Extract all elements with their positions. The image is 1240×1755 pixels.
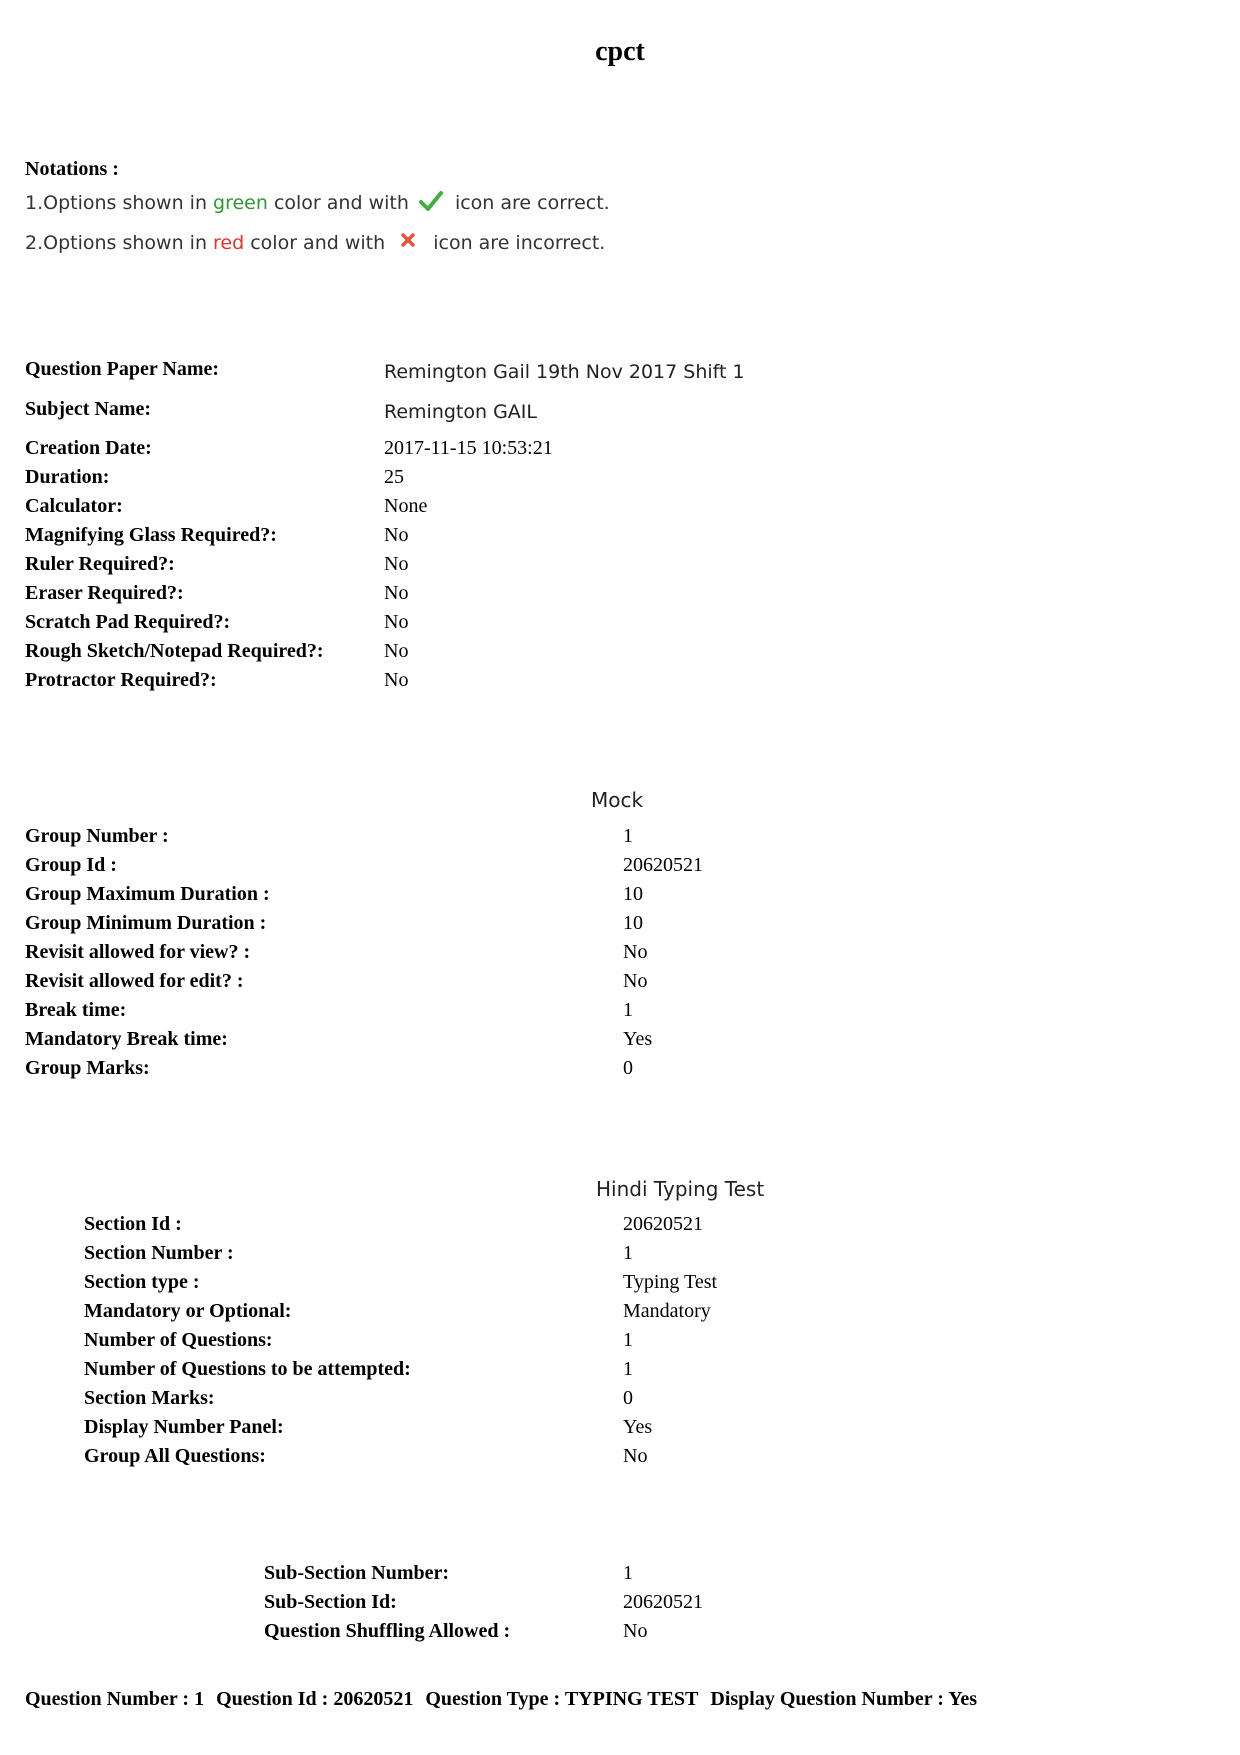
- group-value: No: [623, 970, 648, 992]
- subsection-label: Sub-Section Number:: [264, 1562, 450, 1584]
- group-label: Revisit allowed for view? :: [25, 941, 251, 963]
- paper-info-label: Duration:: [25, 466, 110, 488]
- notations-heading: Notations :: [25, 158, 119, 180]
- section-value: 1: [623, 1329, 633, 1351]
- paper-info-label: Creation Date:: [25, 437, 152, 459]
- paper-info-value: Remington GAIL: [384, 401, 537, 423]
- section-label: Display Number Panel:: [84, 1416, 284, 1438]
- check-icon: [419, 190, 443, 217]
- notation-text: 1.Options shown in: [25, 192, 214, 214]
- display-question-number: Display Question Number : Yes: [710, 1688, 978, 1710]
- question-id: Question Id : 20620521: [216, 1688, 414, 1710]
- section-label: Section type :: [84, 1271, 200, 1293]
- group-value: 10: [623, 912, 643, 934]
- paper-info-value: 25: [384, 466, 404, 488]
- section-label: Number of Questions:: [84, 1329, 273, 1351]
- section-value: 20620521: [623, 1213, 703, 1235]
- subsection-value: 1: [623, 1562, 633, 1584]
- section-label: Number of Questions to be attempted:: [84, 1358, 411, 1380]
- subsection-value: 20620521: [623, 1591, 703, 1613]
- paper-info-label: Rough Sketch/Notepad Required?:: [25, 640, 324, 662]
- group-label: Group Id :: [25, 854, 117, 876]
- paper-info-label: Subject Name:: [25, 398, 152, 420]
- group-value: 0: [623, 1057, 633, 1079]
- paper-info-label: Scratch Pad Required?:: [25, 611, 231, 633]
- question-info-line: [25, 1688, 977, 1711]
- notation-text: color and with: [244, 232, 392, 254]
- group-label: Group Maximum Duration :: [25, 883, 270, 905]
- section-value: 1: [623, 1242, 633, 1264]
- section-value: Typing Test: [623, 1271, 718, 1293]
- group-label: Break time:: [25, 999, 127, 1021]
- group-value: Yes: [623, 1028, 653, 1050]
- section-label: Section Id :: [84, 1213, 182, 1235]
- group-value: 10: [623, 883, 643, 905]
- paper-info-label: Ruler Required?:: [25, 553, 175, 575]
- subsection-value: No: [623, 1620, 648, 1642]
- subsection-label: Question Shuffling Allowed :: [264, 1620, 511, 1642]
- paper-info-value: 2017-11-15 10:53:21: [384, 437, 553, 459]
- section-label: Section Number :: [84, 1242, 234, 1264]
- green-word: green: [213, 192, 268, 214]
- group-value: 1: [623, 999, 633, 1021]
- paper-info-value: No: [384, 640, 409, 662]
- section-label: Section Marks:: [84, 1387, 215, 1409]
- section-value: 1: [623, 1358, 633, 1380]
- paper-info-value: No: [384, 582, 409, 604]
- cross-icon: [401, 230, 415, 252]
- section-value: Mandatory: [623, 1300, 711, 1322]
- group-label: Group Minimum Duration :: [25, 912, 267, 934]
- paper-info-value: No: [384, 669, 409, 691]
- group-label: Mandatory Break time:: [25, 1028, 228, 1050]
- notation-line-correct: [25, 190, 610, 217]
- page-title: cpct: [595, 36, 645, 67]
- red-word: red: [213, 232, 245, 254]
- group-label: Group Number :: [25, 825, 169, 847]
- paper-info-value: Remington Gail 19th Nov 2017 Shift 1: [384, 361, 745, 383]
- notation-text: 2.Options shown in: [25, 232, 214, 254]
- group-label: Revisit allowed for edit? :: [25, 970, 244, 992]
- group-value: No: [623, 941, 648, 963]
- paper-info-value: None: [384, 495, 428, 517]
- group-value: 1: [623, 825, 633, 847]
- section-label: Group All Questions:: [84, 1445, 266, 1467]
- notation-text: icon are correct.: [448, 192, 610, 214]
- section-label: Mandatory or Optional:: [84, 1300, 292, 1322]
- group-heading: Mock: [591, 788, 644, 812]
- question-type: Question Type : TYPING TEST: [425, 1688, 699, 1710]
- paper-info-label: Calculator:: [25, 495, 123, 517]
- paper-info-value: No: [384, 611, 409, 633]
- subsection-label: Sub-Section Id:: [264, 1591, 397, 1613]
- group-value: 20620521: [623, 854, 703, 876]
- section-value: Yes: [623, 1416, 653, 1438]
- notation-text: color and with: [267, 192, 415, 214]
- question-number: Question Number : 1: [25, 1688, 205, 1710]
- paper-info-label: Eraser Required?:: [25, 582, 184, 604]
- section-value: 0: [623, 1387, 633, 1409]
- paper-info-value: No: [384, 553, 409, 575]
- section-heading: Hindi Typing Test: [596, 1177, 765, 1201]
- paper-info-label: Question Paper Name:: [25, 358, 220, 380]
- notation-text: icon are incorrect.: [427, 232, 606, 254]
- section-value: No: [623, 1445, 648, 1467]
- paper-info-value: No: [384, 524, 409, 546]
- group-label: Group Marks:: [25, 1057, 150, 1079]
- notation-line-incorrect: [25, 230, 605, 254]
- paper-info-label: Protractor Required?:: [25, 669, 217, 691]
- paper-info-label: Magnifying Glass Required?:: [25, 524, 277, 546]
